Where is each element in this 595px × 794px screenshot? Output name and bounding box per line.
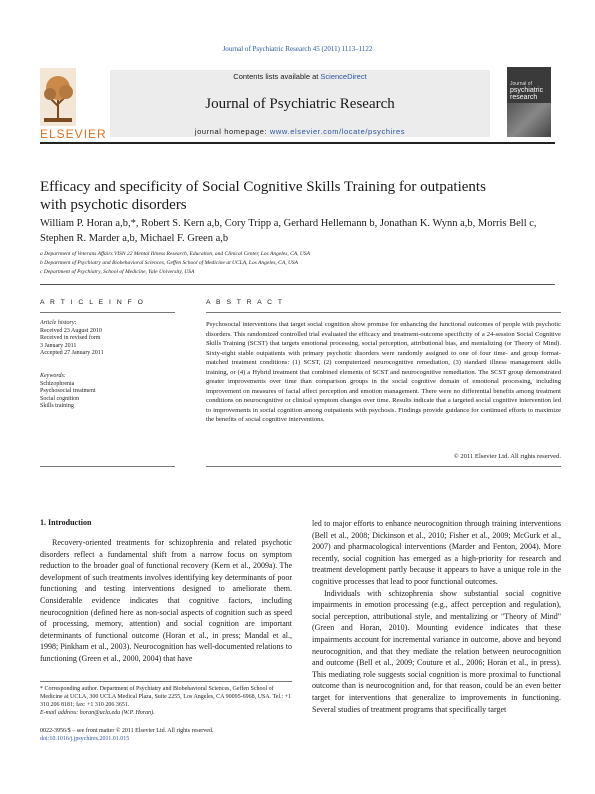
journal-title: Journal of Psychiatric Research	[205, 96, 395, 112]
affiliation-rule	[40, 284, 555, 285]
paragraph: Individuals with schizophrenia show substantial social cognitive impairments in emotion processing (e.g., affect perception and regulation), social perception, attributional style, and mentalizing or "Theory of Mind" (Green and Horan, 2010). Mounting evidence indicates that these impairments account for incremental variance in outcome, above and beyond neurocognition, and that they mediate the relation between neurocognition and outcome (Bell et al., 2009; Couture et al., 2006; Horan et al., in press). This mediating role suggests social cognition is more proximal to functional outcome than is neurocognition and, for that reason, could be an even better target for interventions that generalize to improvements in functioning. Several studies of treatment programs that specifically target	[312, 588, 561, 714]
keyword-item: Schizophrenia	[40, 380, 75, 387]
history-item: Received in revised form	[40, 335, 101, 342]
corresponding-author-footnote	[40, 685, 292, 717]
abstract-text: Psychosocial interventions that target social cognition show promise for enhancing the functional outcomes of people with psychotic disorders. This randomized controlled trial evaluated the efficacy and treatment-outcome specificity of a 24-session Social Cognitive Skills Training (SCST) that targets emotional processing, social perception, attributional bias, and mentalizing (or Theory of Mind). Sixty-eight stable outpatients with primary psychotic disorders were randomly assigned to one of four time- and group format-matched treatment conditions: (1) SCST, (2) computerized neurocognitive remediation, (3) standard illness management skills training, or (4) a Hybrid treatment that combined elements of SCST and neurocognitive remediation. The SCST group demonstrated greater improvements over time than comparison groups in the social cognitive domain of emotional processing, including improvement on measures of facial affect perception and emotion management. There were no differential benefits among treatment conditions on neurocognitive or clinical symptom changes over time. Results indicate that a targeted social cognitive intervention led to improvements in social cognition among outpatients with psychosis. Findings provide guidance for continued efforts to maximize the benefits of social cognitive interventions.	[206, 321, 561, 423]
journal-citation-line[interactable]: Journal of Psychiatric Research 45 (2011) 1113–1122	[222, 45, 373, 53]
footnote-email[interactable]: E-mail address: horan@ucla.edu (W.P. Horan).	[40, 710, 155, 716]
article-info-rule	[40, 312, 175, 313]
homepage-link[interactable]: www.elsevier.com/locate/psychires	[269, 127, 406, 136]
journal-homepage-line	[110, 127, 490, 136]
paragraph: led to major efforts to enhance neurocognition through training interventions (Bell et al., 2008; Dickinson et al., 2010; Fisher et al., 2009; McGurk et al., 2007) and pharmacological interventions (Marder and Fenton, 2004). More recently, social cognition has emerged as a high-priority for research and treatment development partly because it appears to have a unique role in the cognitive processes that lead to poor functional outcomes.	[312, 519, 561, 586]
footnote-rule	[40, 681, 292, 682]
abstract-heading: A B S T R A C T	[206, 299, 284, 306]
footnote-text: * Corresponding author. Department of Psychiatry and Biobehavioral Sciences, Geffen School of Medicine at UCLA, 300 UCLA Medical Plaza, Suite 2255, Los Angeles, CA 90095-6968, USA. Tel.: +1 310 206 8181; fax: +1 310 206 3651.	[40, 686, 292, 708]
author-list: William P. Horan a,b,*, Robert S. Kern a,b, Cory Tripp a, Gerhard Hellemann b, Jonathan K. Wynn a,b, Morris Bell c, Stephen R. Marder a,b, Michael F. Green a,b	[40, 218, 537, 244]
abstract-bottom-rule	[206, 466, 561, 467]
affiliation-a: a Department of Veterans Affairs VISN 22 Mental Illness Research, Education, and Clinical Center, Los Angeles, CA, USA	[40, 251, 310, 257]
article-info-heading: A R T I C L E I N F O	[40, 299, 145, 306]
affiliations	[40, 250, 560, 277]
history-item: Received 23 August 2010	[40, 327, 102, 334]
cover-line1: Journal of	[510, 81, 532, 87]
history-label: Article history:	[40, 320, 77, 326]
sciencedirect-link[interactable]: ScienceDirect	[320, 72, 367, 81]
contents-prefix: Contents lists available at	[233, 72, 321, 81]
affiliation-b: b Department of Psychiatry and Biobehavioral Sciences, Geffen School of Medicine at UCLA, Los Angeles, CA, USA	[40, 260, 299, 266]
paragraph: Recovery-oriented treatments for schizophrenia and related psychotic disorders reflect a fundamental shift from a narrow focus on symptom reduction to the broader goal of functional recovery (Kern et al., 2009a). The development of such treatments involves identifying key determinants of poor functioning and testing interventions designed to ameliorate them. Considerable evidence indicates that cognitive factors, including neurocognition (defined here as non-social aspects of cognition such as speed of processing, memory, attention) and social cognition are important determinants of functional outcome (Horan et al., in press; Mandal et al., 1998; Pinkham et al., 2003). Neurocognition has well-documented relations to functioning (Green et al., 2000, 2004) that have	[40, 538, 292, 663]
contents-line	[110, 72, 490, 81]
issn-line: 0022-3956/$ – see front matter © 2011 Elsevier Ltd. All rights reserved.	[40, 728, 214, 734]
journal-cover-thumbnail	[507, 67, 551, 137]
elsevier-tree-logo	[40, 68, 76, 126]
cover-line2: psychiatric research	[510, 87, 544, 101]
doi-link[interactable]: doi:10.1016/j.jpsychires.2011.01.015	[40, 736, 130, 742]
cover-image	[507, 103, 551, 137]
history-item: Accepted 27 January 2011	[40, 350, 104, 357]
front-matter-info	[40, 727, 292, 743]
header-rule	[40, 142, 555, 144]
abstract-rule	[206, 312, 561, 313]
keyword-item: Psychosocial treatment	[40, 388, 96, 395]
introduction-heading: 1. Introduction	[40, 518, 92, 527]
keywords-label: Keywords:	[40, 373, 66, 379]
body-column-left	[40, 537, 292, 665]
article-history	[40, 320, 180, 358]
history-item: 3 January 2011	[40, 342, 77, 349]
publisher-logo-text: ELSEVIER	[40, 127, 107, 141]
homepage-prefix: journal homepage:	[194, 127, 270, 136]
body-column-right	[312, 518, 561, 715]
keyword-item: Skills training	[40, 403, 74, 410]
keyword-item: Social cognition	[40, 395, 80, 402]
article-info-bottom-rule	[40, 466, 175, 467]
article-title: Efficacy and specificity of Social Cognitive Skills Training for outpatients with psychotic disorders	[40, 179, 486, 213]
affiliation-c: c Department of Psychiatry, School of Medicine, Yale University, USA	[40, 269, 195, 275]
keywords	[40, 373, 180, 411]
abstract-copyright: © 2011 Elsevier Ltd. All rights reserved.	[453, 453, 561, 460]
